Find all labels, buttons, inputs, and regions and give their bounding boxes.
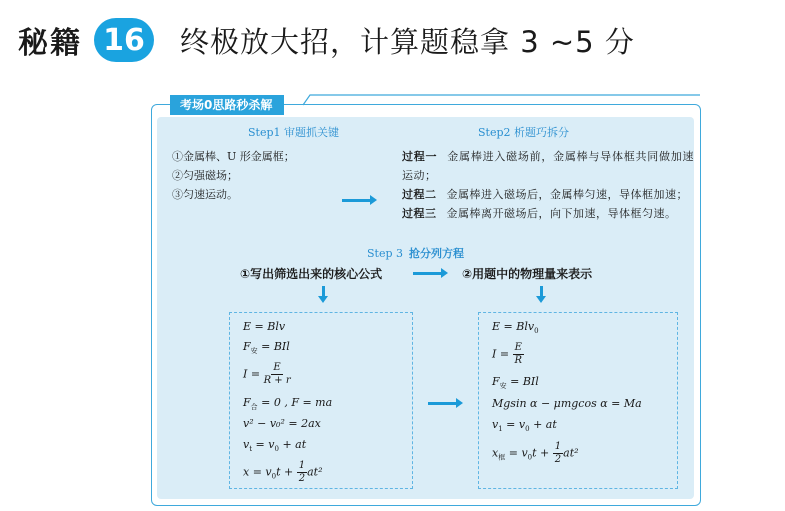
equation: E = Blv (243, 320, 286, 333)
secret-label: 秘籍 (18, 26, 82, 61)
left-down-arrow (322, 286, 325, 297)
process-label: 过程一 (402, 150, 438, 163)
process-row (402, 147, 694, 185)
process-text: 金属棒进入磁场后，金属棒匀速，导体框加速； (446, 188, 688, 201)
label-arrow (413, 272, 443, 275)
list-item: ③匀速运动。 (172, 188, 238, 201)
step2-title: Step2 析题巧拆分 (478, 126, 570, 139)
equation: $x = v_0t$ + $\frac{1}{2}$ at² (243, 460, 323, 484)
left-formula-label: ①写出筛选出来的核心公式 (240, 267, 383, 281)
equation: $v_t = v_0$ + at (243, 438, 307, 454)
process-text: 金属棒离开磁场后，向下加速，导体框匀速。 (446, 207, 677, 220)
equation: $v_1 = v_0$ + at (492, 418, 557, 434)
process-row (402, 204, 694, 223)
step3-label: 抢分列方程 (409, 247, 465, 260)
secret-number-badge: 16 (94, 18, 154, 62)
step3-prefix: Step 3 (367, 247, 404, 260)
equation: Mgsin α − μmgcos α = Ma (492, 397, 642, 410)
step3-title (367, 245, 464, 261)
process-label: 过程二 (402, 188, 437, 201)
process-label: 过程三 (402, 207, 437, 220)
step1-list (172, 147, 295, 204)
equation: I = $\frac{E}{R + r}$ (243, 362, 291, 386)
equation: v² − v₀² = 2ax (243, 417, 321, 430)
step1-to-step2-arrow (342, 199, 372, 202)
step1-title: Step1 审题抓关键 (248, 126, 340, 139)
right-formula-label: ②用题中的物理量来表示 (462, 267, 593, 281)
list-item: ②匀强磁场； (172, 169, 238, 182)
equation: I = $\frac{E}{R}$ (492, 342, 522, 366)
page-header (18, 10, 635, 70)
process-row (402, 185, 694, 204)
process-text: 金属棒进入磁场前，金属棒与导体框共同做加速运动； (402, 150, 695, 182)
right-down-arrow (540, 286, 543, 297)
equation: $F_合 = 0$ , F = ma (243, 396, 333, 412)
page-title: 终极放大招，计算题稳拿 3 ~5 分 (180, 24, 635, 59)
section-tab: 考场0思路秒杀解 (170, 95, 284, 115)
boxes-arrow (428, 402, 458, 405)
equation: $x_框 = v_0t$ + $\frac{1}{2}$ at² (492, 441, 579, 465)
step2-processes (402, 147, 694, 223)
list-item: ①金属棒、U 形金属框； (172, 150, 295, 163)
equation: $F_安$ = BIl (243, 340, 290, 356)
equation: E = Blv$_0$ (492, 320, 539, 336)
equation: $F_安$ = BIl (492, 375, 539, 391)
